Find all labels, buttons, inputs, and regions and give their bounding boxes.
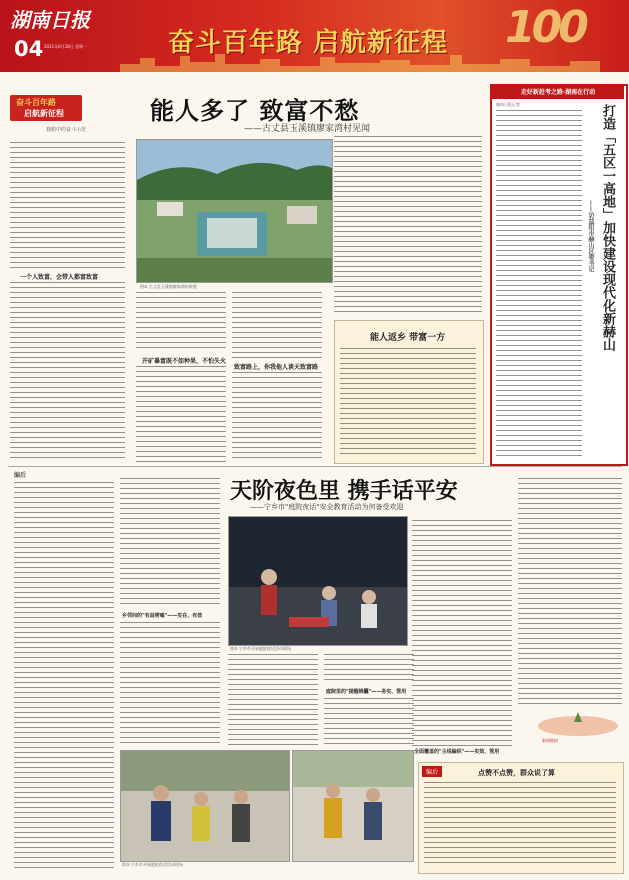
article-body-col-1 [10,142,125,270]
bottom-article-subtitle: ——宁乡市"庭院夜话"安全教育活动为何备受欢迎 [250,503,404,511]
left-column-heading: 编后 [14,472,27,479]
section-heading-2: 开矿暴富既不如种果，不怕失火 [142,358,227,365]
editorial-body [424,782,616,866]
section-divider [8,466,622,467]
bottom-body-col-5 [518,478,622,708]
badge-line-1: 奋斗百年路 [16,98,56,107]
village-visit-photo-1 [120,750,290,862]
article-body-col-3b [232,372,322,462]
editorial-heading: 点赞不点赞，群众说了算 [478,769,555,777]
page-number: 04 [14,37,44,61]
top-photo-caption: 图① 古丈县玉溪镇廖家湾村新貌 [140,284,197,289]
bottom-body-col-1 [120,478,220,608]
bottom-body-col-4 [412,520,512,746]
bottom-photo-caption: 图③ 宁乡市开展庭院夜话活动现场 [230,646,291,651]
callout-body [340,348,476,456]
left-column-body [14,482,114,870]
bottom-body-col-1b [120,622,220,746]
top-article-title: 能人多了 致富不愁 [150,96,360,125]
dateline: 2021年6月28日 星期一 [44,44,88,49]
section-heading-1: 一个人致富，会带人都富致富 [20,274,99,281]
village-aerial-photo [136,139,333,283]
callout-heading: 能人返乡 带富一方 [370,333,446,343]
centenary-emblem: 100 [505,2,585,53]
section-heading-3: 致富路上，你我他人谈天致富路 [234,364,319,371]
sidebar-subtitle: ——访益阳市赫山区委书记 [587,200,594,272]
bottom-body-col-2 [228,654,318,746]
sidebar-body-1 [496,110,582,456]
bottom-section-heading-2: 庭院里的"提醒锦囊"——务实、管用 [326,689,407,695]
bottom-section-heading-3: 全面覆盖的"主线编织"——实效、管用 [414,749,500,755]
top-article-subtitle: ——古丈县玉溪镇廖家湾村见闻 [244,124,371,134]
newspaper-logo: 湖南日报 [10,8,90,32]
village-visit-photo-2 [292,750,414,862]
bottom-body-col-3 [324,654,414,684]
column-badge [10,95,82,121]
footer-note: 新闻链接 [542,738,558,743]
article-body-col-2b [136,366,226,462]
page-slogan: 奋斗百年路 启航新征程 [168,28,449,58]
bottom-body-col-3b [324,698,414,746]
bottom-section-heading-1: 乡邻间的"有益唠嗑"——实在、有效 [122,613,203,619]
sidebar-byline: 湖南日报记者 [496,102,520,107]
editorial-tag: 编后 [422,766,442,777]
badge-caption: 我眼中的奋斗示范 [46,127,87,133]
bottom-article-title: 天阶夜色里 携手话平安 [230,478,458,504]
badge-line-2: 启航新征程 [24,109,64,118]
article-body-col-1b [10,282,125,462]
decorative-tree-graphic [536,708,620,738]
article-body-col-3 [232,292,322,358]
sidebar-title: 打造「五区一高地」加快建设现代化新赫山 [600,104,615,351]
sidebar-header: 走好新赶考之路·湖南在行动 [492,86,624,99]
bottom-photos-caption: 图③ 宁乡市开展庭院夜话活动现场 [122,862,183,867]
article-body-col-2 [136,292,226,352]
article-body-col-4 [334,136,482,316]
night-meeting-photo [228,516,408,646]
